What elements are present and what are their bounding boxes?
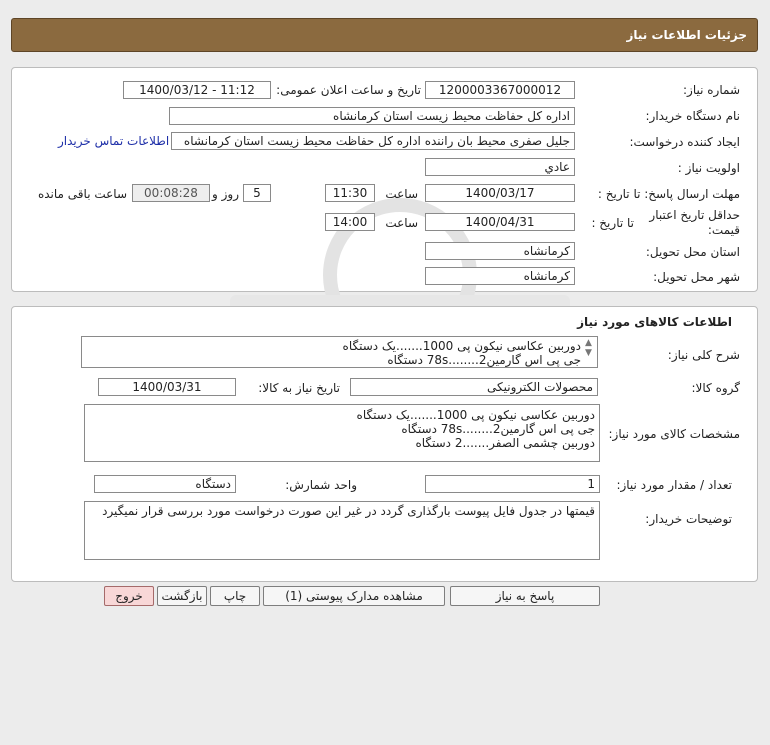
print-button[interactable]: چاپ — [210, 586, 260, 606]
scroll-arrows-icon[interactable]: ▲ ▼ — [585, 338, 592, 358]
qty-field: 1 — [425, 475, 600, 493]
need-date-field: 1400/03/31 — [98, 378, 236, 396]
deadline-time-field: 11:30 — [325, 184, 375, 202]
validity-date-field: 1400/04/31 — [425, 213, 575, 231]
days-label: روز و — [212, 187, 239, 201]
qty-label: تعداد / مقدار مورد نیاز: — [616, 478, 732, 492]
buyer-field: اداره کل حفاظت محیط زیست استان کرمانشاه — [169, 107, 575, 125]
buyer-notes-label: توضیحات خریدار: — [645, 512, 732, 526]
deadline-date-field: 1400/03/17 — [425, 184, 575, 202]
general-desc-field: دوربین عکاسی نیکون پی 1000.......یک دستگاه جی پی اس گارمین2........78s دستگاه — [81, 336, 598, 368]
general-desc-label: شرح کلی نیاز: — [667, 348, 740, 362]
remaining-time-field: 00:08:28 — [132, 184, 210, 202]
priority-field: عادي — [425, 158, 575, 176]
goods-spec-label: مشخصات کالای مورد نیاز: — [608, 427, 740, 441]
price-validity-label: حداقل تاریخ اعتبار قیمت: — [649, 208, 740, 237]
days-field: 5 — [243, 184, 271, 202]
validity-time-field: 14:00 — [325, 213, 375, 231]
city-field: کرمانشاه — [425, 267, 575, 285]
goods-group-label: گروه کالا: — [691, 381, 740, 395]
unit-field: دستگاه — [94, 475, 236, 493]
need-number-field: 1200003367000012 — [425, 81, 575, 99]
deadline-label: مهلت ارسال پاسخ: تا تاریخ : — [597, 187, 740, 201]
goods-group-field: محصولات الکترونیکی — [350, 378, 598, 396]
goods-section-title: اطلاعات کالاهای مورد نیاز — [577, 315, 732, 329]
validity-time-label: ساعت — [385, 216, 418, 230]
deadline-time-label: ساعت — [385, 187, 418, 201]
goods-spec-field: دوربین عکاسی نیکون پی 1000.......یک دستگاه جی پی اس گارمین2........78s دستگاه دوربین چشمی الصفر.......2 دستگاه — [84, 404, 600, 462]
until-date-label: تا تاریخ : — [591, 216, 634, 230]
unit-label: واحد شمارش: — [285, 478, 357, 492]
back-button[interactable]: بازگشت — [157, 586, 207, 606]
province-label: استان محل تحویل: — [645, 245, 740, 259]
priority-label: اولویت نیاز : — [677, 161, 740, 175]
buyer-label: نام دستگاه خریدار: — [645, 109, 740, 123]
announce-datetime-field: 1400/03/12 - 11:12 — [123, 81, 271, 99]
contact-buyer-link[interactable]: اطلاعات تماس خریدار — [58, 134, 170, 148]
page-header — [11, 18, 758, 52]
view-attachments-button[interactable]: مشاهده مدارک پیوستی (1) — [263, 586, 445, 606]
buyer-notes-field: قیمتها در جدول فایل پیوست بارگذاری گردد در غیر این صورت درخواست مورد بررسی قرار نمیگیرد — [84, 501, 600, 560]
page-title: جزئیات اطلاعات نیاز — [626, 28, 747, 42]
city-label: شهر محل تحویل: — [653, 270, 740, 284]
exit-button[interactable]: خروج — [104, 586, 154, 606]
creator-label: ایجاد کننده درخواست: — [629, 135, 740, 149]
announce-datetime-label: تاریخ و ساعت اعلان عمومی: — [276, 83, 421, 97]
creator-field: جلیل صفری محیط بان راننده اداره کل حفاظت محیط زیست استان کرمانشاه — [171, 132, 575, 150]
province-field: کرمانشاه — [425, 242, 575, 260]
remaining-label: ساعت باقی مانده — [37, 187, 127, 201]
need-date-label: تاریخ نیاز به کالا: — [258, 381, 340, 395]
reply-button[interactable]: پاسخ به نیاز — [450, 586, 600, 606]
need-number-label: شماره نیاز: — [683, 83, 740, 97]
